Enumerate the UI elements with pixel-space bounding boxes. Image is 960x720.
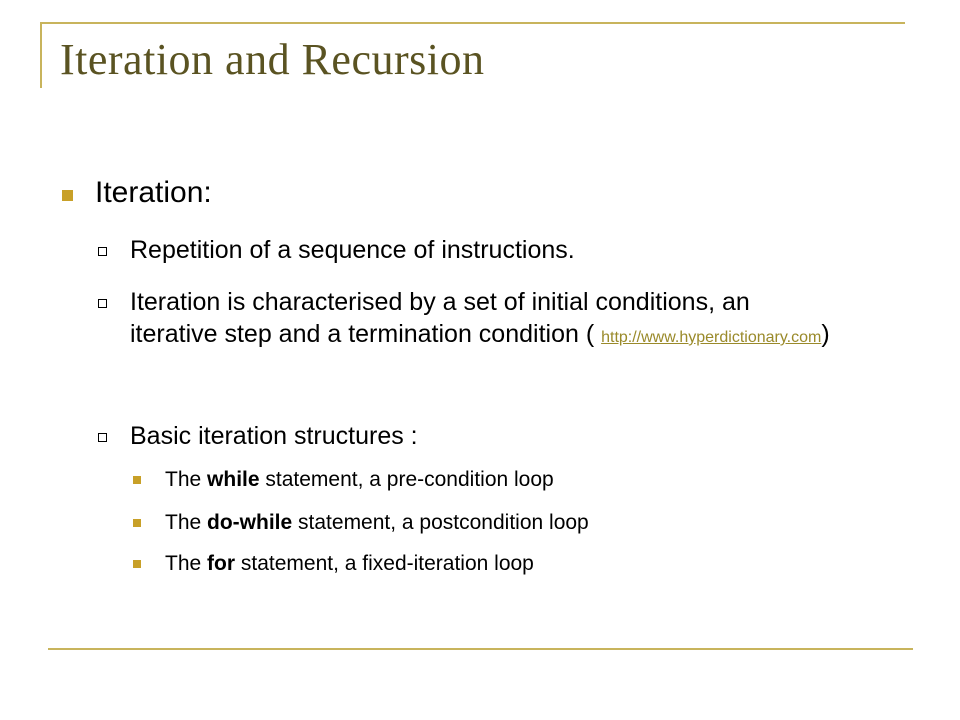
structure-suffix: statement, a pre-condition loop <box>259 468 554 491</box>
structure-text <box>165 509 589 537</box>
square-bullet-icon <box>133 560 141 568</box>
structure-suffix: statement, a fixed-iteration loop <box>235 552 534 575</box>
point-text-before: Iteration is characterised by a set of initial conditions, an iterative step and a termination condition ( <box>130 288 750 348</box>
heading-text: Iteration: <box>95 176 212 209</box>
hollow-square-bullet-icon <box>98 433 107 442</box>
structure-keyword: while <box>207 468 260 491</box>
structure-suffix: statement, a postcondition loop <box>292 511 589 534</box>
hyperdictionary-link[interactable]: http://www.hyperdictionary.com <box>601 329 822 346</box>
structure-keyword: for <box>207 552 236 575</box>
square-bullet-icon <box>62 190 73 201</box>
structure-text <box>165 550 534 578</box>
structure-text <box>165 466 554 494</box>
square-bullet-icon <box>133 476 141 484</box>
point-text: Basic iteration structures : <box>130 422 418 450</box>
square-bullet-icon <box>133 519 141 527</box>
point-text-after: ) <box>821 320 830 348</box>
point-text <box>130 286 830 354</box>
point-text: Repetition of a sequence of instructions. <box>130 236 575 264</box>
hollow-square-bullet-icon <box>98 299 107 308</box>
structure-prefix: The <box>165 468 208 491</box>
hollow-square-bullet-icon <box>98 247 107 256</box>
slide-title: Iteration and Recursion <box>60 35 485 84</box>
structure-prefix: The <box>165 511 208 534</box>
structure-prefix: The <box>165 552 208 575</box>
structure-keyword: do-while <box>207 511 293 534</box>
